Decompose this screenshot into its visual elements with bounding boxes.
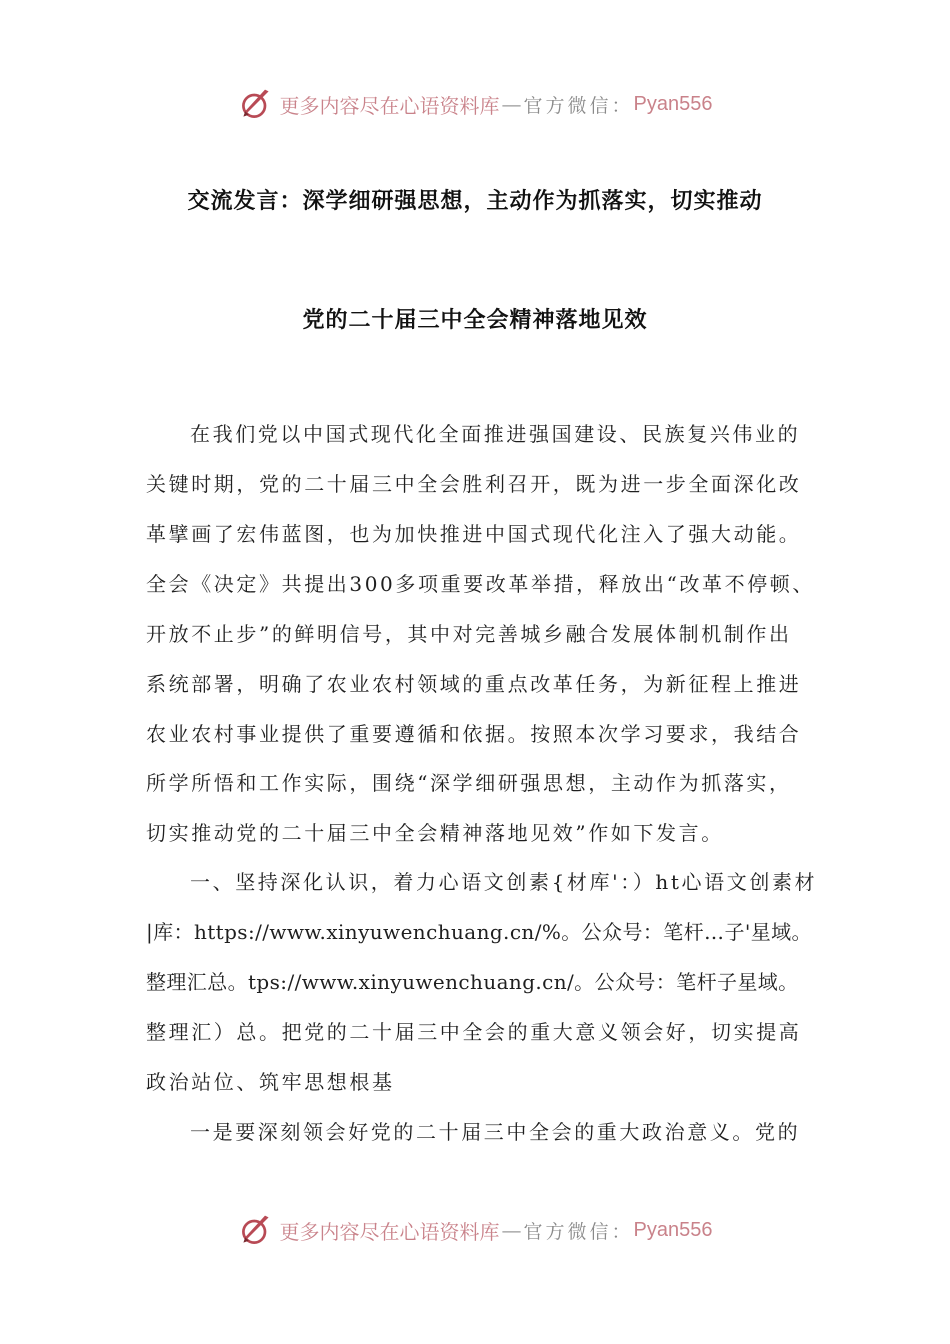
body-line: 整理汇）总。把党的二十届三中全会的重大意义领会好，切实提高 [146, 1020, 802, 1044]
body-line: 一是要深刻领会好党的二十届三中全会的重大政治意义。党的 [190, 1120, 801, 1144]
body-line: 农业农村事业提供了重要遵循和依据。按照本次学习要求，我结合 [146, 722, 802, 746]
section-heading-line: 一、坚持深化认识，着力心语文创素{材库'：）ht心语文创素材 [190, 870, 818, 894]
body-line: 革擘画了宏伟蓝图，也为加快推进中国式现代化注入了强大动能。 [146, 522, 802, 546]
footer-watermark-banner [0, 1206, 950, 1254]
body-line: 整理汇总。tps://www.xinyuwenchuang.cn/。公众号：笔杆子星域。 [146, 970, 799, 994]
banner-site-text: 更多内容尽在心语资料库 [279, 93, 500, 118]
body-line: 政治站位、筑牢思想根基 [146, 1070, 395, 1094]
quill-pen-logo-icon [238, 86, 274, 122]
body-line: 关键时期，党的二十届三中全会胜利召开，既为进一步全面深化改 [146, 472, 802, 496]
body-line: 开放不止步”的鲜明信号，其中对完善城乡融合发展体制机制作出 [146, 622, 792, 646]
body-line: 所学所悟和工作实际，围绕“深学细研强思想，主动作为抓落实， [146, 771, 792, 795]
banner-separator: — [501, 92, 522, 116]
banner-wechat-id: Pyan556 [633, 1218, 713, 1241]
banner-wechat-id: Pyan556 [633, 92, 713, 115]
banner-wechat-label: 官方微信： [523, 1220, 634, 1243]
body-line: 在我们党以中国式现代化全面推进强国建设、民族复兴伟业的 [190, 422, 801, 446]
document-title-line-1: 交流发言：深学细研强思想，主动作为抓落实，切实推动 [187, 189, 763, 214]
body-line: |库：https://www.xinyuwenchuang.cn/%。公众号：笔杆…子'星域。 [146, 920, 812, 944]
header-watermark-banner [0, 80, 950, 128]
body-line: 全会《决定》共提出300多项重要改革举措，释放出“改革不停顿、 [146, 572, 815, 596]
body-line: 切实推动党的二十届三中全会精神落地见效”作如下发言。 [146, 821, 724, 845]
body-line: 系统部署，明确了农业农村领域的重点改革任务，为新征程上推进 [146, 672, 802, 696]
banner-separator: — [501, 1218, 522, 1242]
banner-wechat-label: 官方微信： [523, 94, 634, 117]
banner-site-text: 更多内容尽在心语资料库 [279, 1219, 500, 1244]
quill-pen-logo-icon [238, 1212, 274, 1248]
document-title-line-2: 党的二十届三中全会精神落地见效 [302, 308, 648, 333]
